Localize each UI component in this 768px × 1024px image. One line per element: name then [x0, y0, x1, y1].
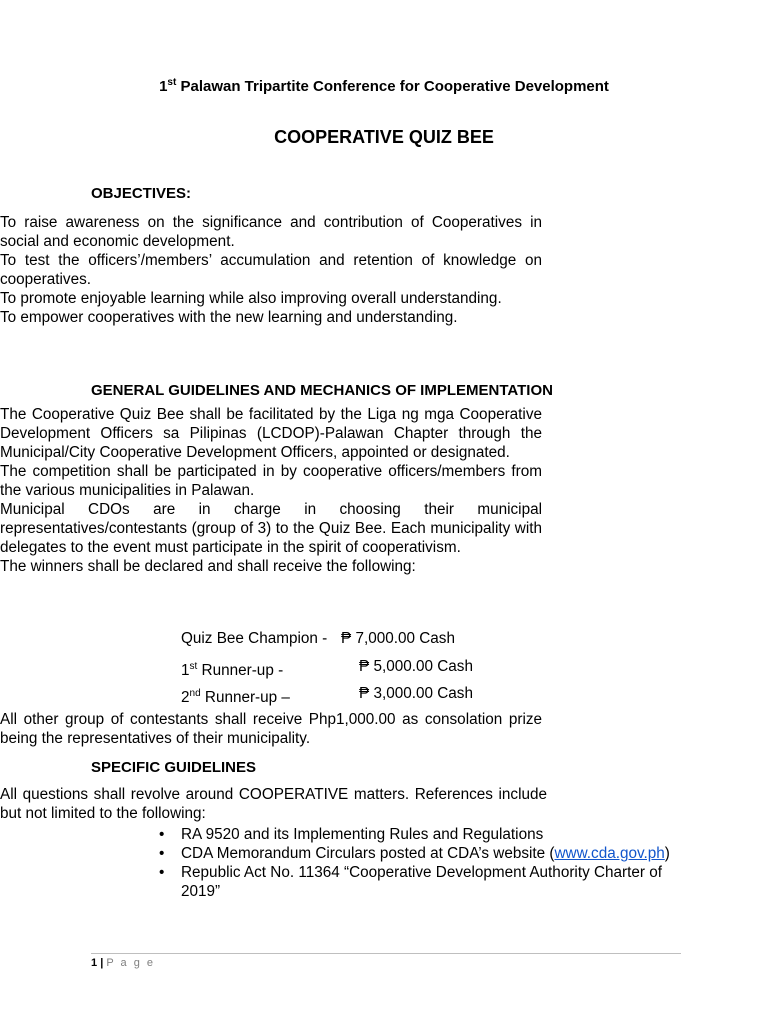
item-text: All questions shall revolve around COOPERATIVE matters. References include but not limited to the following:: [0, 786, 547, 822]
conference-header: [0, 77, 768, 95]
item-text: RA 9520 and its Implementing Rules and Regulations: [181, 826, 544, 843]
list-item: [0, 557, 542, 576]
item-text: The competition shall be participated in by cooperative officers/members from the various municipalities in Palawan.: [0, 463, 542, 499]
list-item: [159, 825, 681, 844]
item-text: To test the officers’/members’ accumulation and retention of knowledge on cooperatives.: [0, 252, 542, 288]
page-word: P a g e: [106, 957, 155, 969]
document-title: COOPERATIVE QUIZ BEE: [274, 127, 494, 147]
list-item: [0, 289, 542, 308]
page-number: 1: [91, 957, 98, 969]
list-item: [0, 710, 542, 748]
list-item: [159, 844, 681, 863]
page-footer: [91, 957, 155, 969]
item-text: Municipal CDOs are in charge in choosing their municipal representatives/contestants (group of 3) to the Quiz Bee. Each municipality with delegates to the event must participate in the spirit of cooperativism.: [0, 501, 542, 556]
list-item: [0, 462, 542, 500]
list-item: [159, 863, 681, 901]
footer-divider: [91, 953, 681, 954]
list-item: [0, 500, 542, 557]
prize-ordinal: 1: [181, 662, 190, 680]
bullet-icon: •: [159, 845, 165, 862]
footer-separator: |: [100, 957, 104, 969]
item-text: The Cooperative Quiz Bee shall be facilitated by the Liga ng mga Cooperative Development Officers sa Pilipinas (LCDOP)-Palawan Chapter through the Municipal/City Cooperative Development Officers, appointed or designated.: [0, 406, 542, 461]
objectives-list: [0, 213, 542, 327]
header-title-text: Palawan Tripartite Conference for Cooperative Development: [176, 78, 609, 95]
list-item: [0, 785, 547, 823]
prize-first-runner-label: [181, 657, 283, 680]
cda-website-link[interactable]: www.cda.gov.ph: [554, 845, 665, 862]
specific-guidelines-list: [0, 785, 547, 823]
bullet-icon: •: [159, 826, 165, 843]
list-item: [0, 405, 542, 462]
item-text: The winners shall be declared and shall receive the following:: [0, 558, 416, 575]
prize-champion-amount: ₱ 7,000.00 Cash: [341, 630, 455, 647]
header-ordinal: 1: [159, 78, 168, 95]
list-item: [0, 308, 542, 327]
item-text: To empower cooperatives with the new learning and understanding.: [0, 309, 458, 326]
list-item: [0, 251, 542, 289]
prize-ordinal: 2: [181, 689, 190, 707]
prize-ordinal-suffix: st: [189, 661, 198, 672]
item-text: All other group of contestants shall receive Php1,000.00 as consolation prize being the representatives of their municipality.: [0, 711, 542, 747]
prize-champion-label: Quiz Bee Champion -: [181, 630, 328, 647]
general-guidelines-list-continued: [0, 710, 542, 748]
prize-first-runner-amount: ₱ 5,000.00 Cash: [359, 658, 473, 675]
prize-second-runner-amount: ₱ 3,000.00 Cash: [359, 685, 473, 702]
item-text: To promote enjoyable learning while also improving overall understanding.: [0, 290, 502, 307]
prize-label-text: Runner-up –: [200, 689, 290, 707]
item-text: CDA Memorandum Circulars posted at CDA’s website (: [181, 845, 555, 862]
prize-label-text: Runner-up -: [197, 662, 284, 680]
header-ordinal-suffix: st: [167, 77, 177, 88]
prize-ordinal-suffix: nd: [189, 688, 201, 699]
general-guidelines-list: [0, 405, 542, 576]
specific-guidelines-heading: SPECIFIC GUIDELINES: [91, 759, 257, 776]
item-text-end: ): [664, 845, 670, 862]
objectives-heading: OBJECTIVES:: [91, 185, 192, 202]
list-item: [0, 213, 542, 251]
item-text: To raise awareness on the significance and contribution of Cooperatives in social and economic development.: [0, 214, 542, 250]
bullet-icon: •: [159, 864, 165, 881]
general-guidelines-heading: GENERAL GUIDELINES AND MECHANICS OF IMPLEMENTATION: [91, 382, 553, 399]
references-list: [159, 825, 681, 901]
item-text: Republic Act No. 11364 “Cooperative Development Authority Charter of 2019”: [181, 864, 662, 900]
prize-second-runner-label: [181, 684, 290, 707]
